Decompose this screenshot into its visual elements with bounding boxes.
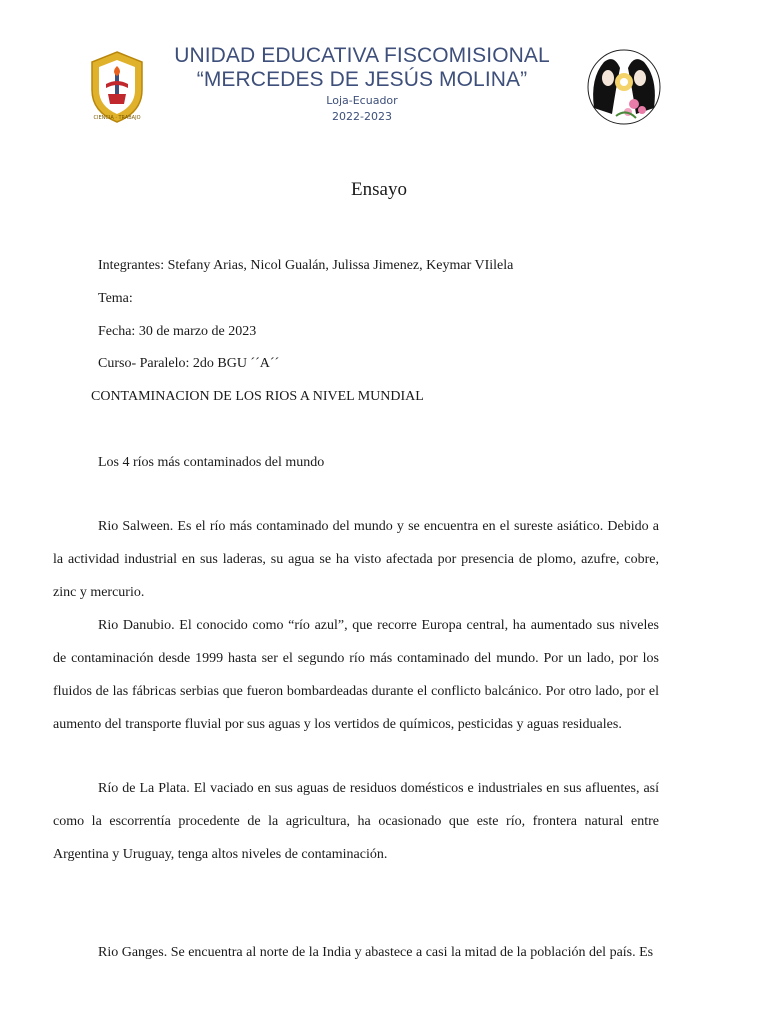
document-header: [0, 0, 768, 140]
tema-line: Tema:: [98, 291, 133, 306]
paragraph-plata: Río de La Plata. El vaciado en sus aguas de residuos domésticos e industriales en sus afluentes, así como la escorrentía procedente de la agricultura, ha ocasionado que este río, frontera natural entre Argentina y Uruguay, tenga altos niveles de contaminación.: [53, 781, 659, 862]
fecha-line: Fecha: 30 de marzo de 2023: [98, 324, 257, 339]
paragraph-salween: Rio Salween. Es el río más contaminado del mundo y se encuentra en el sureste asiático. Debido a la actividad industrial en sus laderas, su agua se ha visto afectada por presencia de plomo, azufre, cobre, zinc y mercurio.: [53, 519, 659, 600]
paragraph-ganges: Rio Ganges. Se encuentra al norte de la India y abastece a casi la mitad de la población del país. Es: [98, 945, 654, 960]
school-year: 2022-2023: [332, 110, 392, 123]
document-title: Ensayo: [351, 179, 407, 200]
curso-line: Curso- Paralelo: 2do BGU ´´A´´: [98, 356, 280, 371]
paragraph-danubio: Rio Danubio. El conocido como “río azul”, que recorre Europa central, ha aumentado sus niveles de contaminación desde 1999 hasta ser el segundo río más contaminado del mundo. Por un lado, por los fluidos de las fábricas serbias que fueron bombardeadas durante el conflicto balcánico. Por otro lado, por el aumento del transporte fluvial por sus aguas y los vertidos de químicos, pesticidas y aguas residuales.: [53, 618, 659, 732]
integrantes-line: Integrantes: Stefany Arias, Nicol Gualán, Julissa Jimenez, Keymar VIilela: [98, 258, 514, 273]
school-name-line2: “MERCEDES DE JESÚS MOLINA”: [196, 68, 528, 91]
founder-portrait-logo: [586, 48, 662, 126]
section-subheading: Los 4 ríos más contaminados del mundo: [98, 455, 325, 470]
topic-heading: CONTAMINACION DE LOS RIOS A NIVEL MUNDIAL: [91, 389, 424, 404]
school-name-line1: UNIDAD EDUCATIVA FISCOMISIONAL: [174, 44, 550, 67]
school-location: Loja-Ecuador: [326, 94, 398, 107]
crest-motto: CIENCIA · TRABAJO: [93, 115, 141, 121]
